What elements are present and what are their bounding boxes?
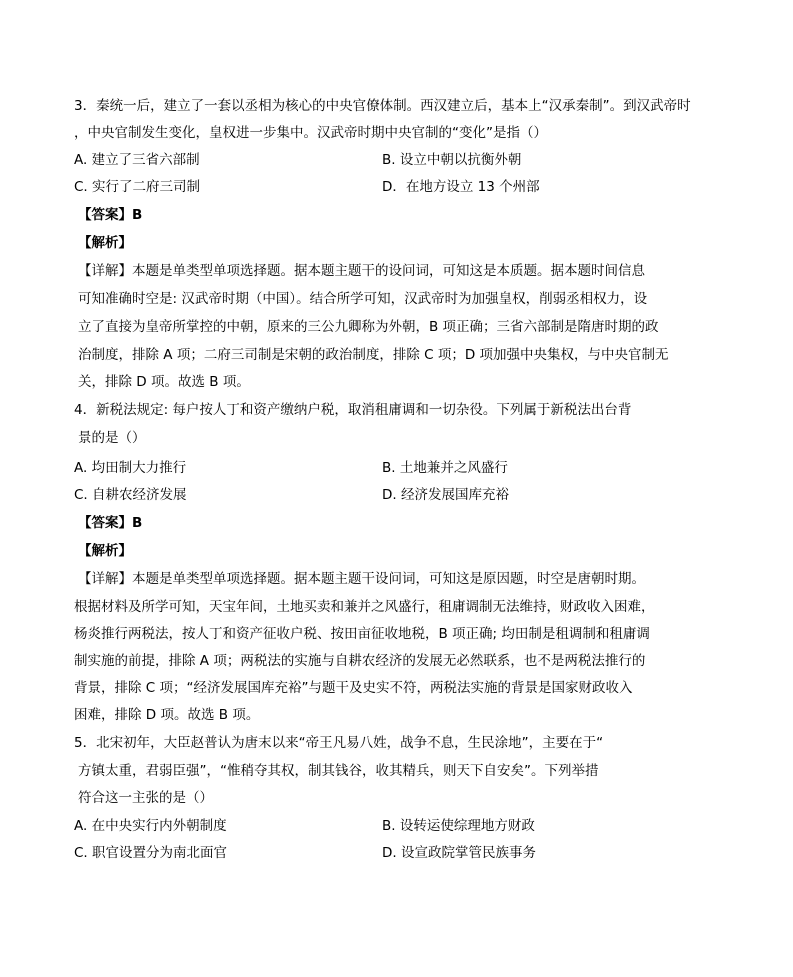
q3-detail-line-2: 可知准确时空是: 汉武帝时期（中国）。结合所学可知，汉武帝时为加强皇权，削弱丞相权力，设 [78,291,648,307]
q4-detail-line-1: 【详解】本题是单类型单项选择题。据本题主题干设问词，可知这是原因题，时空是唐朝时期。 [78,571,645,587]
q4-detail-line-2: 根据材料及所学可知，天宝年间，土地买卖和兼并之风盛行，租庸调制无法维持，财政收入困难， [74,599,655,615]
q4-stem-line-1: 4．新税法规定: 每户按人丁和资产缴纳户税，取消租庸调和一切杂役。下列属于新税法出台背 [74,402,632,418]
q3-detail-line-4: 治制度，排除 A 项；二府三司制是宋朝的政治制度，排除 C 项；D 项加强中央集权，与中央官制无 [78,347,669,363]
q4-stem-line-2: 景的是（） [78,430,146,446]
q5-stem-line-3: 符合这一主张的是（） [78,790,213,806]
q3-answer: 【答案】B [78,207,143,223]
q4-option-b: B. 土地兼并之风盛行 [382,460,508,476]
q5-option-a: A. 在中央实行内外朝制度 [74,818,227,834]
q3-stem-line-1: 3．秦统一后，建立了一套以丞相为核心的中央官僚体制。西汉建立后，基本上“汉承秦制”。到汉武帝时 [74,98,691,114]
q3-analysis-label: 【解析】 [78,235,132,251]
q3-detail-line-5: 关，排除 D 项。故选 B 项。 [78,374,250,390]
q4-detail-line-5: 背景，排除 C 项；“经济发展国库充裕”与题干及史实不符，两税法实施的背景是国家财政收入 [74,680,633,696]
q4-option-c: C. 自耕农经济发展 [74,487,187,503]
q4-answer: 【答案】B [78,515,143,531]
q3-detail-line-3: 立了直接为皇帝所掌控的中朝，原来的三公九卿称为外朝，B 项正确；三省六部制是隋唐时期的政 [78,319,659,335]
q4-option-a: A. 均田制大力推行 [74,460,187,476]
q3-detail-line-1: 【详解】本题是单类型单项选择题。据本题主题干的设问词，可知这是本质题。据本题时间信息 [78,263,645,279]
q3-option-c: C. 实行了二府三司制 [74,179,201,195]
q5-stem-line-1: 5．北宋初年，大臣赵普认为唐末以来“帝王凡易八姓，战争不息，生民涂地”，主要在于“ [74,735,604,751]
q3-option-d: D．在地方设立 13 个州部 [382,179,540,195]
q4-analysis-label: 【解析】 [78,543,132,559]
q3-stem-line-2: ，中央官制发生变化，皇权进一步集中。汉武帝时期中央官制的“变化”是指（） [74,125,547,141]
q3-option-a: A. 建立了三省六部制 [74,152,200,168]
q5-option-d: D. 设宣政院掌管民族事务 [382,845,536,861]
q4-detail-line-4: 制实施的前提，排除 A 项；两税法的实施与自耕农经济的发展无必然联系，也不是两税法推行的 [74,653,646,669]
q5-option-b: B. 设转运使综理地方财政 [382,818,535,834]
q4-option-d: D. 经济发展国库充裕 [382,487,509,503]
q5-stem-line-2: 方镇太重，君弱臣强”，“惟稍夺其权，制其钱谷，收其精兵，则天下自安矣”。下列举措 [78,763,599,779]
q3-option-b: B. 设立中朝以抗衡外朝 [382,152,522,168]
q4-detail-line-6: 困难，排除 D 项。故选 B 项。 [74,707,260,723]
q5-option-c: C. 职官设置分为南北面官 [74,845,228,861]
q4-detail-line-3: 杨炎推行两税法，按人丁和资产征收户税、按田亩征收地税，B 项正确; 均田制是租调制和租庸调 [74,626,650,642]
